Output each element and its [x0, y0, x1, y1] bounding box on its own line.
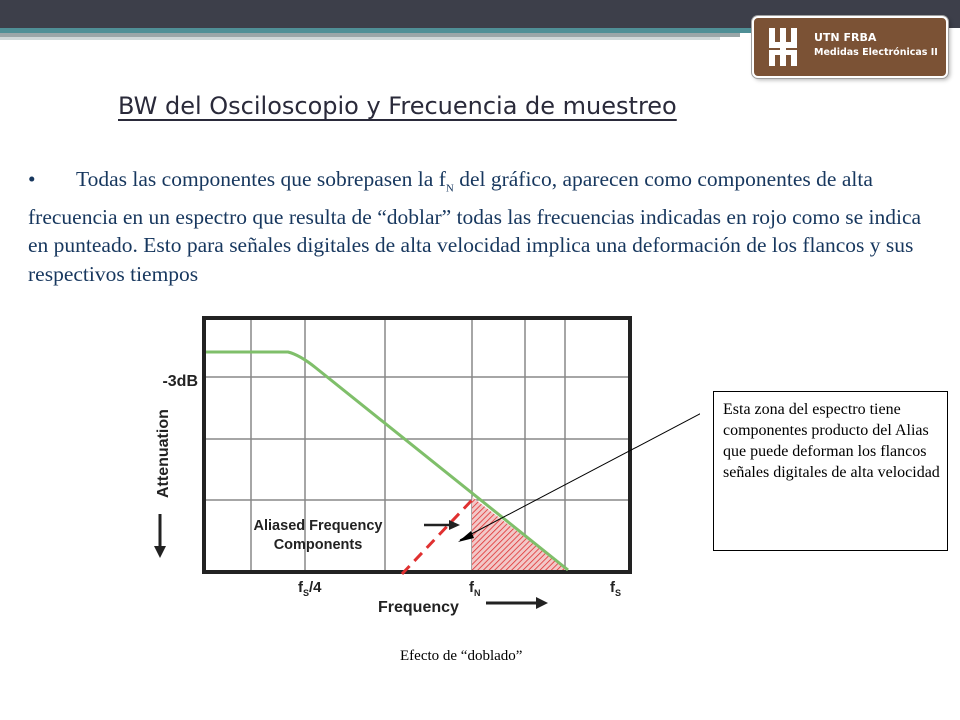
x-tick-fs4-rest: /4	[309, 579, 322, 596]
paragraph-subscript: N	[445, 182, 454, 195]
logo-title: UTN FRBA	[814, 31, 877, 44]
header-stripe-light	[0, 37, 720, 40]
figure-caption: Efecto de “doblado”	[400, 648, 523, 664]
logo-subtitle: Medidas Electrónicas II	[814, 47, 938, 58]
x-tick-fs	[610, 579, 621, 598]
x-tick-fs4-sub: S	[303, 588, 310, 598]
x-tick-fn-sub: N	[474, 588, 481, 598]
annotation-line-1: Aliased Frequency	[253, 518, 383, 534]
paragraph-part2: del gráfico, aparecen como componentes de alta frecuencia en un espectro que resulta de “doblar” todas las frecuencias indicadas en rojo como se indica en punteado. Esto para señales digitales de alta velocidad implica una deformación de los flancos y sus respectivos tiempos	[28, 167, 922, 286]
callout-box	[713, 391, 948, 551]
utn-logo-badge	[752, 16, 948, 78]
y-marker-label: -3dB	[162, 373, 198, 390]
x-tick-fs-sub: S	[615, 588, 622, 598]
x-tick-fs4-main: f	[298, 579, 303, 596]
y-axis-arrowhead	[154, 546, 166, 558]
slide-title: BW del Osciloscopio y Frecuencia de muestreo	[118, 92, 677, 120]
body-paragraph	[28, 165, 943, 288]
annotation-line-2: Components	[273, 537, 363, 553]
aliasing-figure	[140, 302, 700, 622]
callout-text: Esta zona del espectro tiene componentes producto del Alias que puede deforman los flancos señales digitales de alta velocidad	[723, 401, 940, 481]
x-axis-label: Frequency	[378, 599, 459, 616]
utn-logo-icon	[760, 24, 806, 70]
x-tick-fs-main: f	[610, 579, 615, 596]
x-axis-arrowhead	[536, 597, 548, 609]
x-tick-fn-main: f	[469, 579, 474, 596]
x-tick-fn	[469, 579, 481, 598]
y-axis-label: Attenuation	[155, 409, 172, 498]
x-tick-fs4	[298, 579, 322, 598]
paragraph-part1: Todas las componentes que sobrepasen la f	[76, 167, 446, 191]
bullet: •	[28, 167, 36, 191]
